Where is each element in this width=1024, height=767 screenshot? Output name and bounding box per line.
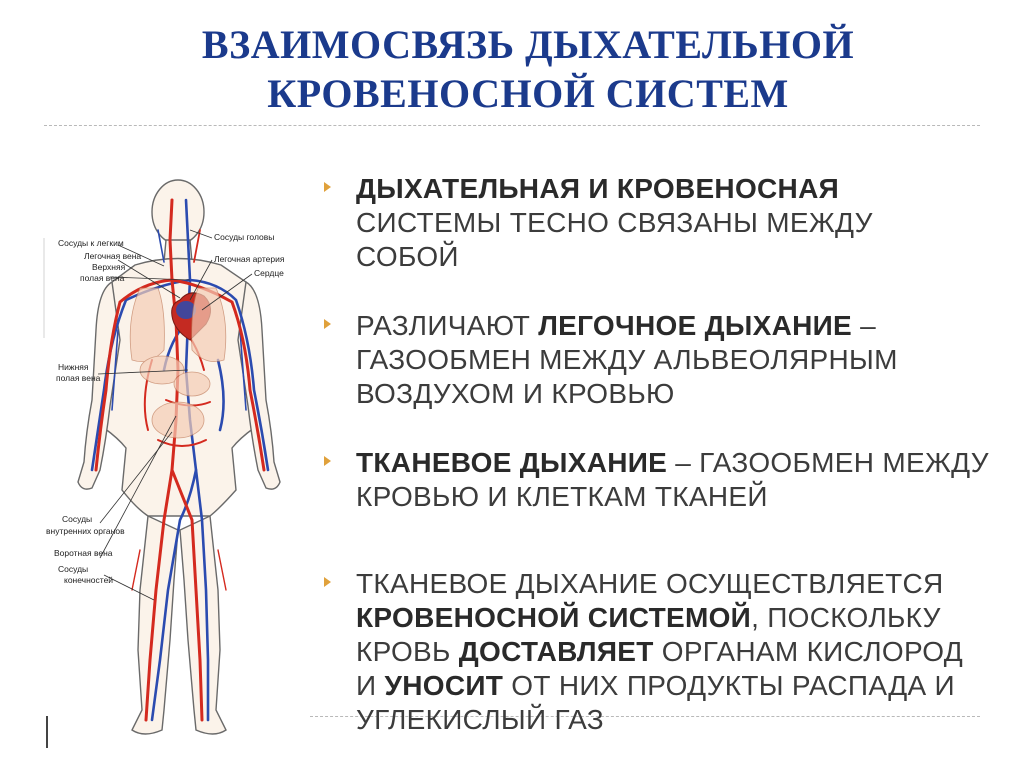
bullet-4-line-2: [356, 601, 941, 635]
label-superior-vena-cava-2: полая вена: [80, 273, 125, 283]
circulatory-system-figure: [40, 170, 310, 745]
bullet-3-line-1-seg-1: ТКАНЕВОЕ ДЫХАНИЕ: [356, 447, 668, 478]
bullet-2-line-1-seg-1: РАЗЛИЧАЮТ: [356, 310, 539, 341]
bullet-2-line-2: [356, 343, 898, 377]
label-organ-vessels-2: внутренних органов: [46, 526, 125, 536]
bullet-1-line-3-seg-1: СОБОЙ: [356, 241, 459, 272]
bullet-1-line-1-seg-1: ДЫХАТЕЛЬНАЯ И КРОВЕНОСНАЯ: [356, 173, 840, 204]
label-superior-vena-cava-1: Верхняя: [92, 262, 126, 272]
bullet-4-line-2-seg-1: КРОВЕНОСНОЙ СИСТЕМОЙ: [356, 602, 752, 633]
slide-title-line-2: КРОВЕНОСНОЙ СИСТЕМ: [267, 71, 789, 116]
bullet-2-line-3: [356, 377, 675, 411]
bullet-marker-icon: [324, 577, 331, 587]
label-inferior-vena-cava-2: полая вена: [56, 373, 101, 383]
bullet-3-line-2-seg-1: КРОВЬЮ И КЛЕТКАМ ТКАНЕЙ: [356, 481, 768, 512]
title-divider: [44, 125, 980, 126]
bullet-4-line-5: [356, 703, 604, 737]
bullet-1-line-2: [356, 206, 873, 240]
bullet-1-line-3: [356, 240, 459, 274]
bullet-4-line-3-seg-3: ОРГАНАМ КИСЛОРОД: [653, 636, 964, 667]
slide-title-line-1: ВЗАИМОСВЯЗЬ ДЫХАТЕЛЬНОЙ: [201, 22, 855, 67]
bullet-4-line-1-seg-1: ТКАНЕВОЕ ДЫХАНИЕ ОСУЩЕСТВЛЯЕТСЯ: [356, 568, 944, 599]
label-pulmonary-artery: Легочная артерия: [214, 254, 285, 264]
bullet-2-line-1: [356, 309, 876, 343]
bullet-1-line-2-seg-1: СИСТЕМЫ ТЕСНО СВЯЗАНЫ МЕЖДУ: [356, 207, 873, 238]
bullet-4-line-4-seg-1: И: [356, 670, 385, 701]
bullet-4-line-4-seg-3: ОТ НИХ ПРОДУКТЫ РАСПАДА И: [503, 670, 955, 701]
bullet-2-line-2-seg-1: ГАЗООБМЕН МЕЖДУ АЛЬВЕОЛЯРНЫМ: [356, 344, 898, 375]
bullet-1-line-1: [356, 172, 839, 206]
label-limb-vessels-1: Сосуды: [58, 564, 89, 574]
label-pulmonary-vein: Легочная вена: [84, 251, 142, 261]
bullet-4-line-5-seg-1: УГЛЕКИСЛЫЙ ГАЗ: [356, 704, 604, 735]
bullet-4-line-4-seg-2: УНОСИТ: [384, 670, 504, 701]
bullet-4-line-3-seg-1: КРОВЬ: [356, 636, 459, 667]
bullet-marker-icon: [324, 456, 331, 466]
label-organ-vessels-1: Сосуды: [62, 514, 93, 524]
bullet-4-line-3-seg-2: ДОСТАВЛЯЕТ: [458, 636, 654, 667]
bullet-marker-icon: [324, 319, 331, 329]
bullet-2-line-1-seg-2: ЛЕГОЧНОЕ ДЫХАНИЕ: [538, 310, 853, 341]
bullet-3-line-1: [356, 446, 989, 480]
bullet-3-line-1-seg-2: – ГАЗООБМЕН МЕЖДУ: [667, 447, 989, 478]
label-portal-vein: Воротная вена: [54, 548, 113, 558]
bullet-2-line-3-seg-1: ВОЗДУХОМ И КРОВЬЮ: [356, 378, 675, 409]
bullet-4-line-4: [356, 669, 955, 703]
bullet-4-line-1: [356, 567, 944, 601]
bullet-3-line-2: [356, 480, 768, 514]
bullet-4-line-2-seg-2: , ПОСКОЛЬКУ: [751, 602, 941, 633]
label-heart: Сердце: [254, 268, 284, 278]
bullet-2-line-1-seg-3: –: [852, 310, 876, 341]
label-lung-vessels: Сосуды к легким: [58, 238, 124, 248]
label-head-vessels: Сосуды головы: [214, 232, 275, 242]
label-limb-vessels-2: конечностей: [64, 575, 114, 585]
label-inferior-vena-cava-1: Нижняя: [58, 362, 89, 372]
bullet-marker-icon: [324, 182, 331, 192]
bullet-4-line-3: [356, 635, 963, 669]
